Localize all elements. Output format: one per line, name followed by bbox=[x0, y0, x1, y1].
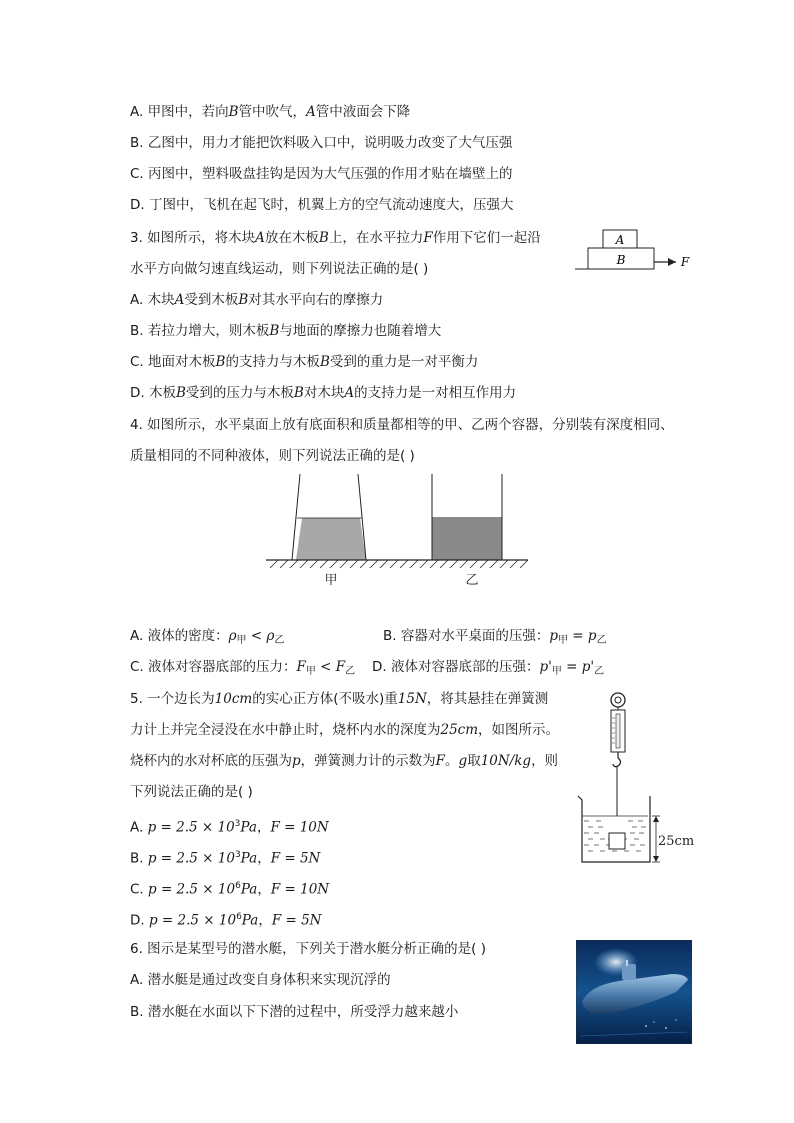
q5-option-c: C. $p = 2.5 \times 10^6Pa$，F = 10N bbox=[130, 881, 330, 898]
q4-option-d: D. 液体对容器底部的压强：$p'_甲 = p'_乙$ bbox=[372, 659, 605, 677]
q5-stem-line1: 5. 一个边长为10cm的实心正方体(不吸水)重15N，将其悬挂在弹簧测 bbox=[130, 691, 549, 707]
container-yi-label: 乙 bbox=[465, 573, 479, 588]
q5-option-a: A. $p = 2.5 \times 10^3Pa$，F = 10N bbox=[130, 819, 329, 836]
q5-spring-scale-beaker-figure bbox=[576, 690, 706, 868]
q5-stem-line3: 烧杯内的水对杯底的压强为p，弹簧测力计的示数为F。g取10N/kg，则 bbox=[130, 753, 559, 769]
q2-option-a: A. 甲图中，若向B管中吹气，A管中液面会下降 bbox=[130, 104, 411, 120]
q4-option-b: B. 容器对水平桌面的压强：$p_甲 = p_乙$ bbox=[383, 628, 607, 646]
submarine-photo bbox=[576, 940, 692, 1044]
q3-stem-line2: 水平方向做匀速直线运动，则下列说法正确的是( ) bbox=[130, 261, 429, 277]
block-b-label: B bbox=[616, 253, 626, 267]
container-jia-label: 甲 bbox=[324, 573, 338, 588]
block-a-label: A bbox=[615, 233, 625, 247]
q3-option-b: B. 若拉力增大，则木板B与地面的摩擦力也随着增大 bbox=[130, 323, 442, 339]
q3-block-figure bbox=[570, 226, 700, 278]
q6-option-b: B. 潜水艇在水面以下下潜的过程中，所受浮力越来越小 bbox=[130, 1004, 459, 1020]
q6-option-a: A. 潜水艇是通过改变自身体积来实现沉浮的 bbox=[130, 972, 391, 988]
q5-option-d: D. $p = 2.5 \times 10^6Pa$，F = 5N bbox=[130, 912, 322, 929]
q2-option-b: B. 乙图中，用力才能把饮料吸入口中，说明吸力改变了大气压强 bbox=[130, 135, 513, 151]
force-f-label: F bbox=[680, 255, 690, 269]
q4-option-c: C. 液体对容器底部的压力：$F_甲 < F_乙$ bbox=[130, 659, 356, 677]
q4-option-a: A. 液体的密度：$\rho_甲 < \rho_乙$ bbox=[130, 628, 285, 646]
q4-stem-line2: 质量相同的不同种液体，则下列说法正确的是( ) bbox=[130, 448, 415, 464]
q4-containers-figure bbox=[262, 470, 532, 590]
q6-stem: 6. 图示是某型号的潜水艇，下列关于潜水艇分析正确的是( ) bbox=[130, 941, 486, 957]
q4-stem-line1: 4. 如图所示，水平桌面上放有底面积和质量都相等的甲、乙两个容器，分别装有深度相同、 bbox=[130, 417, 674, 433]
q2-option-c: C. 丙图中，塑料吸盘挂钩是因为大气压强的作用才贴在墙壁上的 bbox=[130, 166, 513, 182]
q5-stem-line2: 力计上并完全浸没在水中静止时，烧杯内水的深度为25cm，如图所示。 bbox=[130, 722, 560, 738]
q3-stem-line1: 3. 如图所示，将木块A放在木板B上，在水平拉力F作用下它们一起沿 bbox=[130, 230, 541, 246]
q2-option-d: D. 丁图中，飞机在起飞时，机翼上方的空气流动速度大，压强大 bbox=[130, 197, 514, 213]
q3-option-a: A. 木块A受到木板B对其水平向右的摩擦力 bbox=[130, 292, 384, 308]
q5-option-b: B. $p = 2.5 \times 10^3Pa$，F = 5N bbox=[130, 850, 321, 867]
q3-option-c: C. 地面对木板B的支持力与木板B受到的重力是一对平衡力 bbox=[130, 354, 479, 370]
q3-option-d: D. 木板B受到的压力与木板B对木块A的支持力是一对相互作用力 bbox=[130, 385, 517, 401]
depth-label: 25cm bbox=[658, 834, 695, 849]
q5-stem-line4: 下列说法正确的是( ) bbox=[130, 784, 253, 800]
